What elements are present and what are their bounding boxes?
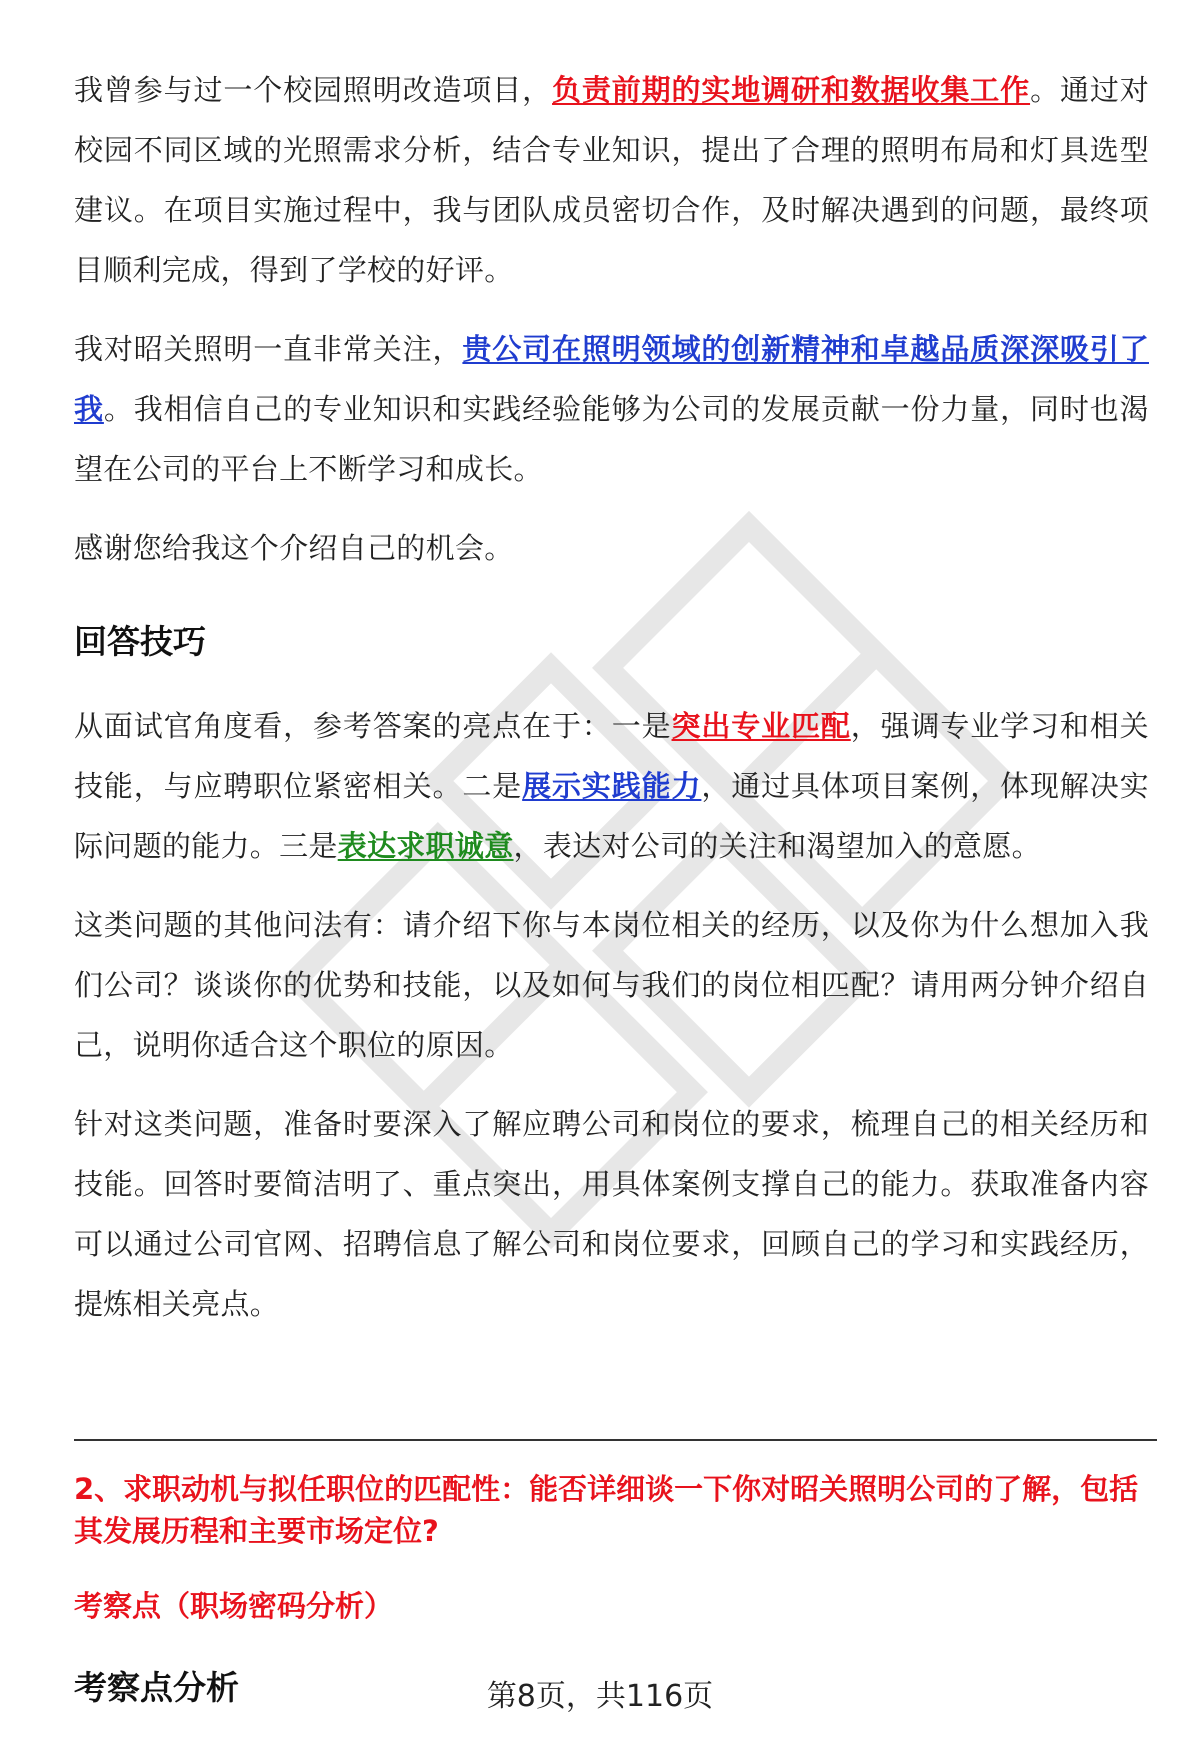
- cut-off-heading-text: 考察点分析: [74, 1668, 239, 1707]
- question-title: 2、求职动机与拟任职位的匹配性：能否详细谈一下你对昭关照明公司的了解，包括其发展历程和主要市场定位?: [74, 1472, 1139, 1548]
- paragraph-text: ，通过具体项目案例，体现解决实际问题的能力。三是: [74, 769, 1149, 863]
- answer-paragraph-3: 感谢您给我这个介绍自己的机会。: [74, 531, 514, 565]
- section-heading: 回答技巧: [74, 622, 206, 661]
- page-number-footer: 第8页，共116页: [486, 1679, 714, 1714]
- highlight-blue: 展示实践能力: [522, 769, 702, 803]
- paragraph-text: 。我相信自己的专业知识和实践经验能够为公司的发展贡献一份力量，同时也渴望在公司的平台上不断学习和成长。: [74, 392, 1149, 486]
- highlight-green: 表达求职诚意: [337, 829, 514, 863]
- highlight-blue: 贵公司在照明领域的创新精神和卓越品质深深吸引了我: [74, 332, 1149, 426]
- paragraph-text: 我曾参与过一个校园照明改造项目，: [74, 73, 553, 107]
- paragraph-text: 我对昭关照明一直非常关注，: [74, 332, 463, 366]
- question-subheading: 考察点（职场密码分析）: [74, 1589, 394, 1623]
- paragraph-text: ，表达对公司的关注和渴望加入的意愿。: [513, 829, 1041, 863]
- highlight-red: 突出专业匹配: [671, 709, 851, 743]
- main-content: [74, 60, 1149, 1334]
- answer-paragraph-2: [74, 319, 1149, 499]
- paragraph-text: 从面试官角度看，参考答案的亮点在于：一是: [74, 709, 672, 743]
- tips-paragraph-2: 这类问题的其他问法有：请介绍下你与本岗位相关的经历，以及你为什么想加入我们公司？谈谈你的优势和技能，以及如何与我们的岗位相匹配？请用两分钟介绍自己，说明你适合这个职位的原因。: [74, 908, 1149, 1062]
- paragraph-text: 。通过对校园不同区域的光照需求分析，结合专业知识，提出了合理的照明布局和灯具选型建议。在项目实施过程中，我与团队成员密切合作，及时解决遇到的问题，最终项目顺利完成，得到了学校的好评。: [74, 73, 1149, 287]
- answer-paragraph-1: [74, 60, 1149, 300]
- highlight-red: 负责前期的实地调研和数据收集工作: [552, 73, 1031, 107]
- tips-paragraph-3: 针对这类问题，准备时要深入了解应聘公司和岗位的要求，梳理自己的相关经历和技能。回答时要简洁明了、重点突出，用具体案例支撑自己的能力。获取准备内容可以通过公司官网、招聘信息了解公司和岗位要求，回顾自己的学习和实践经历，提炼相关亮点。: [74, 1107, 1149, 1321]
- section-divider: [74, 1439, 1157, 1441]
- paragraph-text: ，强调专业学习和相关技能，与应聘职位紧密相关。二是: [74, 709, 1149, 803]
- tips-paragraph-1: [74, 696, 1149, 876]
